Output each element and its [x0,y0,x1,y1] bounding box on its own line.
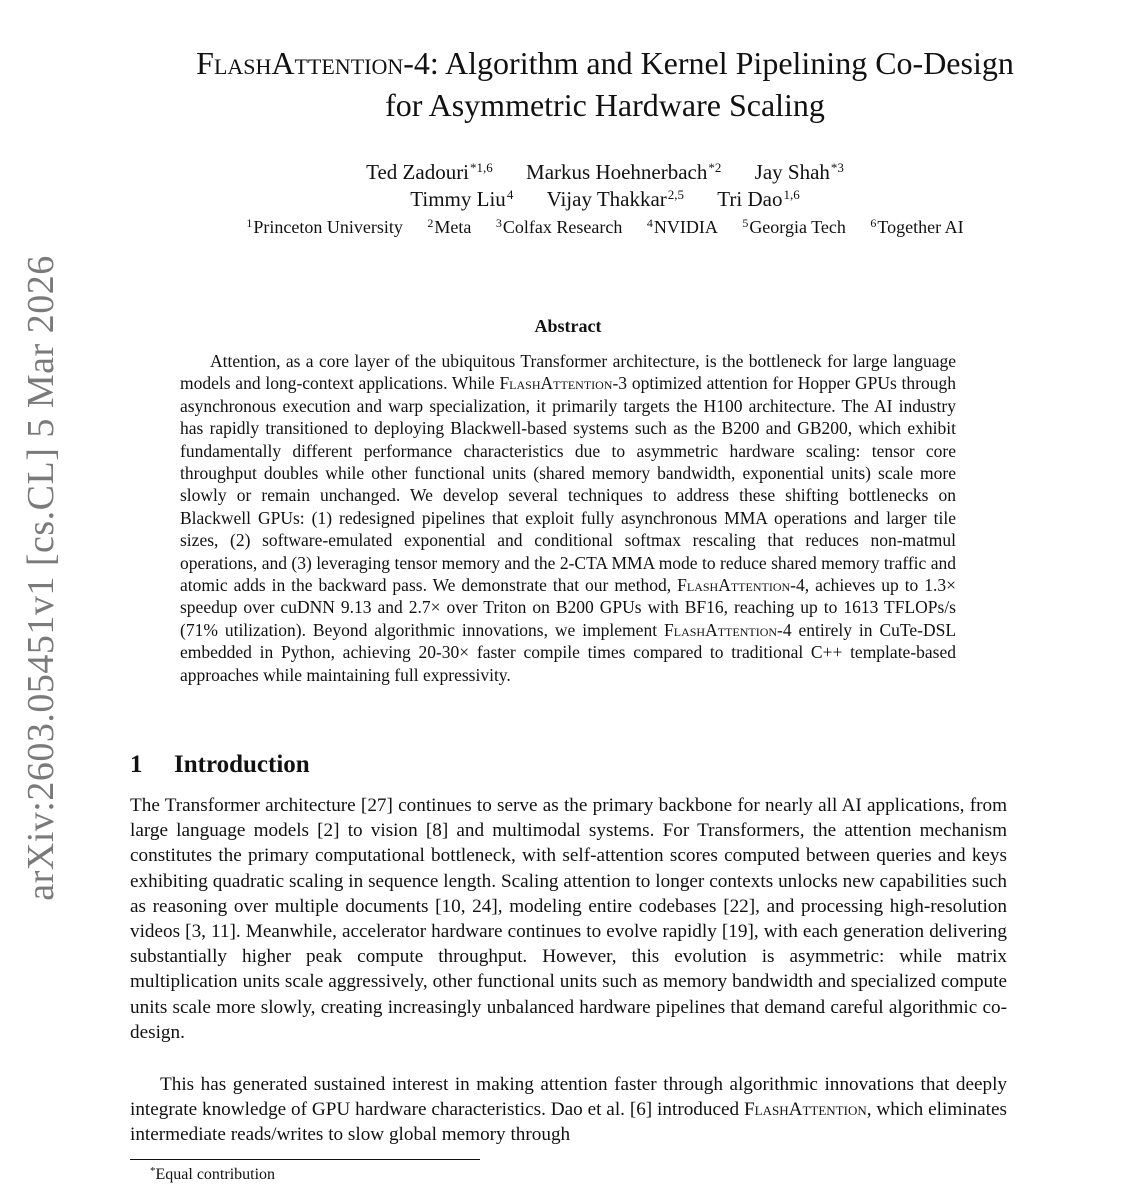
author: Jay Shah$^{*3}$ [754,160,844,184]
author-row-1 [100,160,1110,185]
affiliation: $^4$NVIDIA [646,216,718,237]
author: Ted Zadouri$^{*1,6}$ [366,160,493,184]
title-line1-rest: : Algorithm and Kernel Pipelining Co-Design [429,45,1014,81]
abstract-body: Attention, as a core layer of the ubiquitous Transformer architecture, is the bottleneck for large language models and long-context applications. While FlashAttention-3 optimized attention for Hopper GPUs through asynchronous execution and warp specialization, it primarily targets the H100 architecture. The AI industry has rapidly transitioned to deploying Blackwell-based systems such as the B200 and GB200, which exhibit fundamentally different performance characteristics due to asymmetric hardware scaling: tensor core throughput doubles while other functional units (shared memory bandwidth, exponential units) scale more slowly or remain unchanged. We develop several techniques to address these shifting bottlenecks on Blackwell GPUs: (1) redesigned pipelines that exploit fully asynchronous MMA operations and larger tile sizes, (2) software-emulated exponential and conditional softmax rescaling that reduces non-matmul operations, and (3) leveraging tensor memory and the 2-CTA MMA mode to reduce shared memory traffic and atomic adds in the backward pass. We demonstrate that our method, FlashAttention-4, achieves up to 1.3× speedup over cuDNN 9.13 and 2.7× over Triton on B200 GPUs with BF16, reaching up to 1613 TFLOPs/s (71% utilization). Beyond algorithmic innovations, we implement FlashAttention-4 entirely in CuTe-DSL embedded in Python, achieving 20-30× faster compile times compared to traditional C++ template-based approaches while maintaining full expressivity. [180,351,957,685]
affiliations [100,216,1110,238]
footnote-rule [130,1159,480,1160]
author: Vijay Thakkar$^{2,5}$ [546,187,685,211]
footnote: *Equal contribution [150,1165,276,1183]
author: Markus Hoehnerbach$^{*2}$ [526,160,722,184]
section-heading [130,751,310,779]
section-title: Introduction [174,751,310,778]
affiliation: $^1$Princeton University [246,216,403,237]
method-name: FlashAttention [743,1099,867,1121]
affiliation: $^5$Georgia Tech [742,216,846,237]
author: Tri Dao$^{1,6}$ [717,187,800,211]
paper-title [100,42,1110,126]
author: Timmy Liu$^4$ [410,187,514,211]
method-name: FlashAttention-4 [677,575,805,596]
author-row-2 [100,187,1110,212]
section-number: 1 [130,751,143,778]
affiliation: $^6$Together AI [870,216,964,237]
abstract-heading: Abstract [534,316,602,336]
method-name: FlashAttention-4 [664,619,792,640]
affiliation: $^3$Colfax Research [495,216,623,237]
method-name: FlashAttention-3 [499,373,628,394]
intro-paragraph-1: The Transformer architecture [27] continues to serve as the primary backbone for nearly all AI applications, from large language models [2] to vision [8] and multimodal systems. For Transformers, the attention mechanism constitutes the primary computational bottleneck, with self-attention scores computed between queries and keys exhibiting quadratic scaling in sequence length. Scaling attention to longer contexts unlocks new capabilities such as reasoning over multiple documents [10, 24], modeling entire codebases [22], and processing high-resolution videos [3, 11]. Meanwhile, accelerator hardware continues to evolve rapidly [19], with each generation delivering substantially higher peak compute throughput. However, this evolution is asymmetric: while matrix multiplication units scale aggressively, other functional units such as memory bandwidth and specialized compute units scale more slowly, creating increasingly unbalanced hardware pipelines that demand careful algorithmic co-design. [130,795,1007,1043]
intro-paragraph-2: This has generated sustained interest in making attention faster through algorithmic innovations that deeply integrate knowledge of GPU hardware characteristics. Dao et al. [6] introduced FlashAttention, which eliminates intermediate reads/writes to slow global memory through [130,1074,1007,1146]
title-method-name: FlashAttention-4 [196,45,430,81]
arxiv-identifier: arXiv:2603.05451v1 [cs.CL] 5 Mar 2026 [20,255,62,901]
title-line2: for Asymmetric Hardware Scaling [385,87,825,123]
arxiv-sidebar [10,255,72,901]
affiliation: $^2$Meta [427,216,472,237]
